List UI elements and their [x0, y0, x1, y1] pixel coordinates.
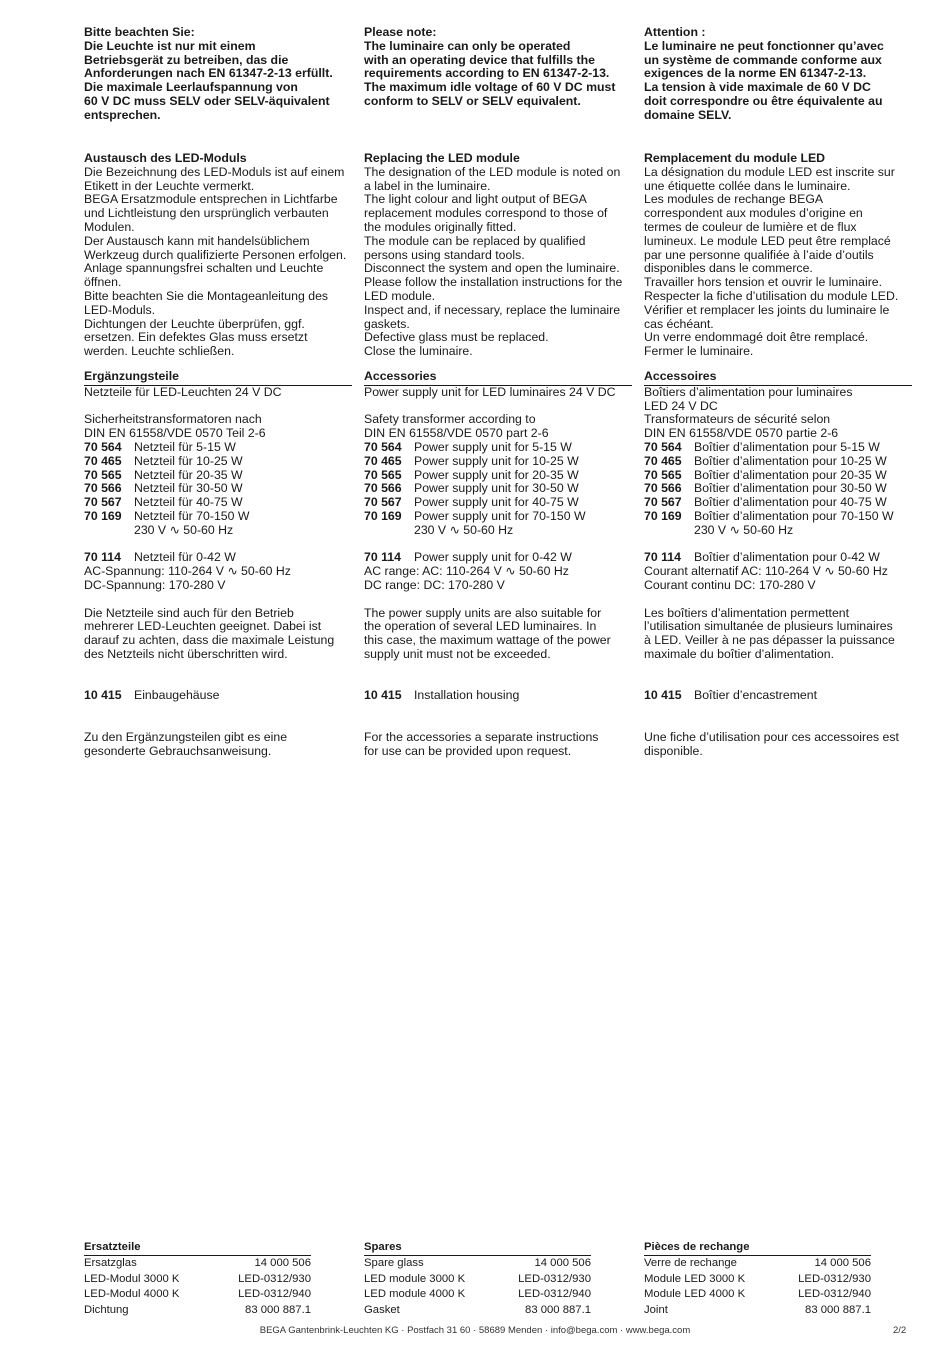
housing-article	[84, 689, 352, 703]
article-description: Boîtier d’alimentation pour 40-75 W	[694, 495, 887, 510]
accessory-table	[644, 441, 894, 524]
spare-name: Dichtung	[84, 1303, 129, 1316]
table-row	[84, 455, 250, 469]
accessories-footnote: Une fiche d’utilisation pour ces accessoires est disponible.	[644, 729, 899, 758]
spares-french	[644, 1241, 871, 1318]
spare-name: Module LED 4000 K	[644, 1288, 746, 1300]
article-description: Netzteil für 20-35 W	[134, 467, 243, 482]
spare-name: LED module 4000 K	[364, 1288, 466, 1300]
spare-row	[364, 1272, 591, 1288]
dc-voltage: DC-Spannung: 170-280 V	[84, 577, 226, 592]
replace-section	[644, 152, 912, 370]
table-row	[364, 510, 586, 524]
article-description: Netzteil für 70-150 W	[134, 508, 250, 523]
spare-code: 83 000 887.1	[245, 1303, 311, 1316]
accessories-intro: Netzteile für LED-Leuchten 24 V DC	[84, 384, 282, 399]
article-number: 70 465	[644, 453, 682, 468]
spare-code: 14 000 506	[814, 1257, 871, 1269]
table-row	[644, 496, 894, 510]
replace-text: La désignation du module LED est inscrite sur une étiquette collée dans le luminaire. Les modules de rechange BEGA correspondent aux modules d’origine en termes de couleur de lumière et de flux lumineux. Le module LED peut être remplacé par une personne qualifiée à l’aide d’outils disponibles dans le commerce. Travailler hors tension et ouvrir le luminaire. Respecter la fiche d’utilisation du module LED. Vérifier et remplacer les joints du luminaire le cas échéant. Un verre endommagé doit être remplacé. Fermer le luminaire.	[644, 164, 899, 359]
spare-name: Spare glass	[364, 1257, 424, 1269]
spare-code: 14 000 506	[534, 1257, 591, 1269]
notice-block	[644, 26, 912, 152]
notice-block	[84, 26, 352, 152]
ac-voltage: AC-Spannung: 110-264 V ∿ 50-60 Hz	[84, 564, 291, 579]
spare-name: LED-Modul 3000 K	[84, 1272, 180, 1285]
article-description: Boîtier d’alimentation pour 5-15 W	[694, 439, 880, 454]
article-number: 70 567	[644, 495, 682, 510]
notice-text: The luminaire can only be operated with an operating device that fulfills the requirements according to EN 61347-2-13. The maximum idle voltage of 60 V DC must conform to SELV or SELV equivalent.	[364, 38, 616, 108]
accessories-footnote: For the accessories a separate instructions for use can be provided upon request.	[364, 729, 599, 758]
article-number: 70 565	[84, 467, 122, 482]
replace-text: Die Bezeichnung des LED-Moduls ist auf einem Etikett in der Leuchte vermerkt. BEGA Ersatzmodule entsprechen in Lichtfarbe und Lichtleistung den ursprünglich verbauten Modulen. Der Austausch kann mit handelsüblichem Werkzeug durch qualifizierte Personen erfolgen. Anlage spannungsfrei schalten und Leuchte öffnen. Bitte beachten Sie die Montageanleitung des LED-Moduls. Dichtungen der Leuchte überprüfen, ggf. ersetzen. Ein defektes Glas muss ersetzt werden. Leuchte schließen.	[84, 164, 347, 359]
article-description: Power supply unit for 30-50 W	[414, 481, 579, 496]
spare-code: LED-0312/930	[518, 1272, 591, 1285]
table-row	[644, 441, 894, 455]
column-english	[364, 26, 632, 758]
article-number: 70 564	[364, 439, 402, 454]
article-number: 70 169	[364, 508, 402, 523]
article-number: 70 565	[644, 467, 682, 482]
article-number: 70 465	[84, 453, 122, 468]
spare-row	[364, 1303, 591, 1319]
table-row	[644, 455, 894, 469]
notice-block	[364, 26, 632, 152]
spare-name: Module LED 3000 K	[644, 1272, 746, 1285]
article-description: Power supply unit for 70-150 W	[414, 508, 586, 523]
article-number: 70 566	[644, 481, 682, 496]
transformer-text: Safety transformer according to DIN EN 61558/VDE 0570 part 2-6	[364, 412, 549, 441]
accessories-intro: Power supply unit for LED luminaires 24 V DC	[364, 384, 616, 399]
power-supply-note: The power supply units are also suitable for the operation of several LED luminaires. In this case, the maximum wattage of the power supply unit must not be exceeded.	[364, 605, 611, 661]
article-number: 10 415	[644, 688, 682, 703]
spare-name: LED module 3000 K	[364, 1272, 466, 1285]
table-row	[364, 482, 586, 496]
spare-name: LED-Modul 4000 K	[84, 1288, 180, 1300]
article-number: 70 567	[84, 495, 122, 510]
spare-row	[644, 1303, 871, 1319]
table-row	[84, 496, 250, 510]
article-number: 70 114	[84, 550, 121, 565]
spare-code: 83 000 887.1	[525, 1303, 591, 1316]
spare-name: Gasket	[364, 1303, 400, 1316]
spare-row	[364, 1256, 591, 1272]
spare-row	[84, 1287, 311, 1303]
spare-row	[364, 1287, 591, 1303]
spares-german	[84, 1241, 311, 1318]
spares-english	[364, 1241, 591, 1318]
article-number: 10 415	[364, 688, 402, 703]
table-row	[644, 482, 894, 496]
single-article	[364, 551, 632, 565]
accessories-intro: Boîtiers d’alimentation pour luminaires LED 24 V DC	[644, 384, 853, 413]
article-number: 70 567	[364, 495, 402, 510]
transformer-text: Sicherheitstransformatoren nach DIN EN 61558/VDE 0570 Teil 2-6	[84, 412, 266, 441]
table-row	[84, 482, 250, 496]
table-row	[644, 469, 894, 483]
column-german	[84, 26, 352, 758]
replace-section	[364, 152, 632, 370]
single-article	[644, 551, 912, 565]
article-description: Boîtier d’encastrement	[694, 688, 818, 703]
spare-name: Joint	[644, 1303, 668, 1316]
transformer-text: Transformateurs de sécurité selon DIN EN 61558/VDE 0570 partie 2-6	[644, 412, 839, 441]
article-description: Boîtier d’alimentation pour 0-42 W	[694, 550, 880, 565]
article-description: Netzteil für 0-42 W	[134, 550, 236, 565]
article-description: Power supply unit for 10-25 W	[414, 453, 579, 468]
accessories-heading: Accessories	[364, 370, 632, 386]
notice-title: Attention :	[644, 25, 706, 39]
spare-code: LED-0312/930	[798, 1272, 871, 1285]
spare-code: LED-0312/940	[798, 1288, 871, 1300]
spare-code: LED-0312/940	[238, 1288, 311, 1300]
spare-code: 83 000 887.1	[805, 1303, 871, 1316]
notice-text: Die Leuchte ist nur mit einem Betriebsgerät zu betreiben, das die Anforderungen nach EN 61347-2-13 erfüllt. Die maximale Leerlaufspannung von 60 V DC muss SELV oder SELV-äquivalent entsprechen.	[84, 38, 333, 122]
spare-row	[84, 1272, 311, 1288]
accessories-footnote: Zu den Ergänzungsteilen gibt es eine gesonderte Gebrauchsanweisung.	[84, 729, 288, 758]
accessories-heading: Ergänzungsteile	[84, 370, 352, 386]
article-description: Power supply unit for 5-15 W	[414, 439, 572, 454]
dc-voltage: Courant continu DC: 170-280 V	[644, 577, 816, 592]
spare-row	[644, 1272, 871, 1288]
article-number: 70 169	[644, 508, 682, 523]
article-number: 70 566	[364, 481, 402, 496]
article-number: 10 415	[84, 688, 122, 703]
article-description: Einbaugehäuse	[134, 688, 220, 703]
frequency-text: 230 V ∿ 50-60 Hz	[414, 522, 514, 537]
table-row	[84, 469, 250, 483]
table-row	[364, 455, 586, 469]
accessory-table	[364, 441, 586, 524]
table-row	[84, 441, 250, 455]
article-number: 70 564	[84, 439, 122, 454]
ac-voltage: AC range: AC: 110-264 V ∿ 50-60 Hz	[364, 564, 569, 579]
footer-address: BEGA Gantenbrink-Leuchten KG · Postfach 31 60 · 58689 Menden · info@bega.com · www.bega.com	[259, 1325, 691, 1336]
article-number: 70 169	[84, 508, 122, 523]
table-row	[364, 441, 586, 455]
article-description: Power supply unit for 40-75 W	[414, 495, 579, 510]
frequency-text: 230 V ∿ 50-60 Hz	[134, 522, 234, 537]
table-row	[644, 510, 894, 524]
article-number: 70 114	[644, 550, 681, 565]
spares-heading: Spares	[364, 1241, 591, 1256]
article-description: Boîtier d’alimentation pour 70-150 W	[694, 508, 894, 523]
accessories-heading: Accessoires	[644, 370, 912, 386]
article-description: Power supply unit for 0-42 W	[414, 550, 572, 565]
spare-row	[644, 1256, 871, 1272]
article-description: Boîtier d’alimentation pour 20-35 W	[694, 467, 887, 482]
replace-section	[84, 152, 352, 370]
spare-code: LED-0312/940	[518, 1288, 591, 1300]
frequency-text: 230 V ∿ 50-60 Hz	[694, 522, 794, 537]
replace-heading: Remplacement du module LED	[644, 151, 826, 165]
spares-heading: Pièces de rechange	[644, 1241, 871, 1256]
replace-text: The designation of the LED module is noted on a label in the luminaire. The light colour and light output of BEGA replacement modules correspond to those of the modules originally fitted. The module can be replaced by qualified persons using standard tools. Disconnect the system and open the luminaire. Please follow the installation instructions for the LED module. Inspect and, if necessary, replace the luminaire gaskets. Defective glass must be replaced. Close the luminaire.	[364, 164, 623, 359]
replace-heading: Replacing the LED module	[364, 151, 520, 165]
notice-text: Le luminaire ne peut fonctionner qu’avec un système de commande conforme aux exigences de la norme EN 61347-2-13. La tension à vide maximale de 60 V DC doit correspondre ou être équivalente au domaine SELV.	[644, 38, 884, 122]
notice-title: Bitte beachten Sie:	[84, 25, 195, 39]
table-row	[84, 510, 250, 524]
ac-voltage: Courant alternatif AC: 110-264 V ∿ 50-60 Hz	[644, 564, 888, 579]
spares-heading: Ersatzteile	[84, 1241, 311, 1256]
article-description: Power supply unit for 20-35 W	[414, 467, 579, 482]
article-description: Boîtier d’alimentation pour 10-25 W	[694, 453, 887, 468]
article-number: 70 114	[364, 550, 401, 565]
spare-row	[644, 1287, 871, 1303]
column-french	[644, 26, 912, 758]
power-supply-note: Die Netzteile sind auch für den Betrieb mehrerer LED-Leuchten geeignet. Dabei ist darauf zu achten, dass die maximale Leistung des Netzteils nicht überschritten wird.	[84, 605, 335, 661]
spare-code: 14 000 506	[254, 1257, 311, 1269]
housing-article	[644, 689, 912, 703]
article-number: 70 465	[364, 453, 402, 468]
replace-heading: Austausch des LED-Moduls	[84, 151, 247, 165]
article-description: Installation housing	[414, 688, 520, 703]
single-article	[84, 551, 352, 565]
accessory-table	[84, 441, 250, 524]
page-number: 2/2	[893, 1325, 907, 1336]
table-row	[364, 496, 586, 510]
spare-row	[84, 1303, 311, 1319]
article-number: 70 565	[364, 467, 402, 482]
article-number: 70 564	[644, 439, 682, 454]
article-description: Netzteil für 40-75 W	[134, 495, 243, 510]
dc-voltage: DC range: DC: 170-280 V	[364, 577, 505, 592]
spare-name: Ersatzglas	[84, 1257, 137, 1269]
article-number: 70 566	[84, 481, 122, 496]
housing-article	[364, 689, 632, 703]
article-description: Netzteil für 30-50 W	[134, 481, 243, 496]
table-row	[364, 469, 586, 483]
spare-code: LED-0312/930	[238, 1272, 311, 1285]
spare-row	[84, 1256, 311, 1272]
power-supply-note: Les boîtiers d’alimentation permettent l’utilisation simultanée de plusieurs luminaires à LED. Veiller à ne pas dépasser la puissance maximale du boîtier d’alimentation.	[644, 605, 895, 661]
spare-name: Verre de rechange	[644, 1257, 737, 1269]
notice-title: Please note:	[364, 25, 437, 39]
article-description: Netzteil für 10-25 W	[134, 453, 243, 468]
article-description: Netzteil für 5-15 W	[134, 439, 236, 454]
article-description: Boîtier d’alimentation pour 30-50 W	[694, 481, 887, 496]
